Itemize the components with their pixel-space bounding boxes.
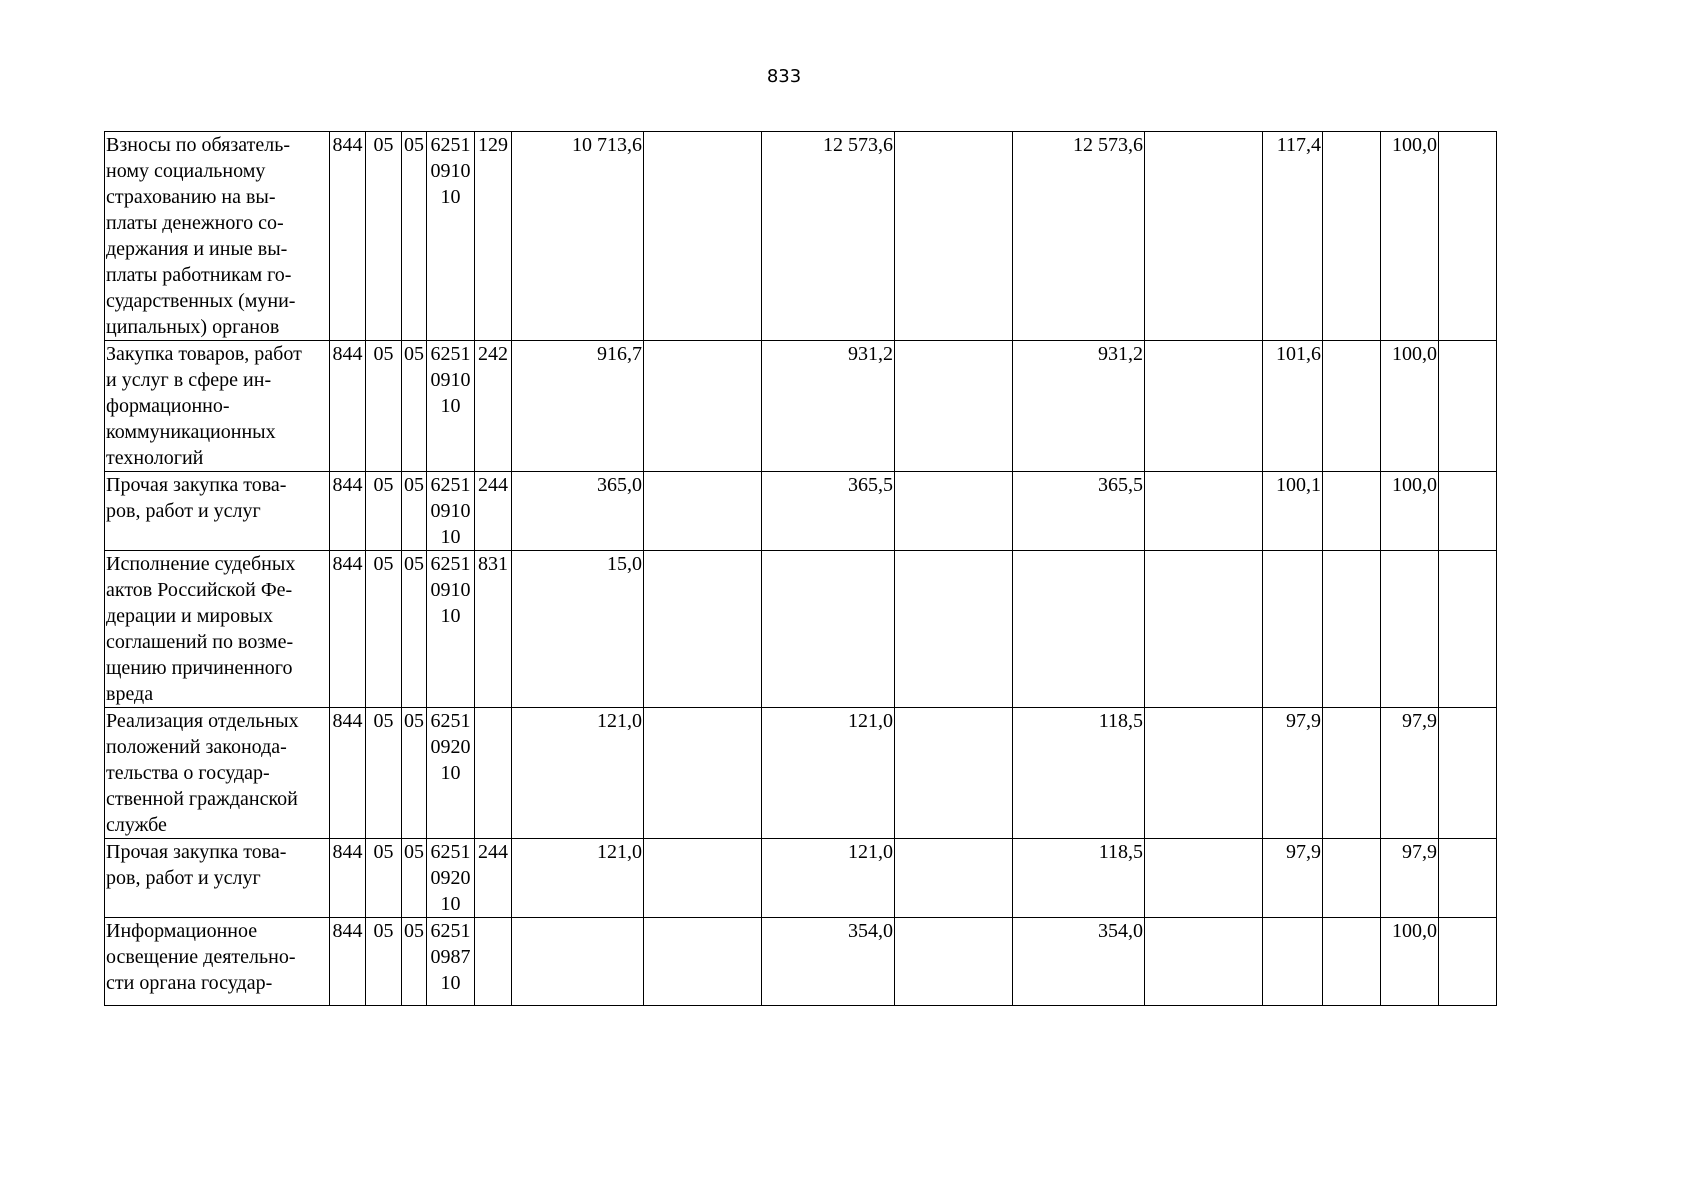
subsection-code: 05 — [402, 551, 427, 708]
empty-cell — [1439, 918, 1497, 1006]
sum-2 — [762, 551, 895, 708]
table-row — [105, 132, 1497, 341]
row-name — [105, 708, 330, 839]
target-article-code — [427, 341, 475, 472]
percent-1: 97,9 — [1263, 708, 1323, 839]
subsection-code: 05 — [402, 341, 427, 472]
percent-2: 100,0 — [1381, 472, 1439, 551]
target-article-code — [427, 708, 475, 839]
expense-type-code — [475, 708, 512, 839]
empty-cell — [1323, 472, 1381, 551]
sum-1: 365,0 — [512, 472, 644, 551]
row-name-line: Прочая закупка това- — [106, 841, 287, 863]
empty-cell — [644, 708, 762, 839]
sum-1: 10 713,6 — [512, 132, 644, 341]
row-name-line: ному социальному — [106, 160, 266, 182]
sum-1: 121,0 — [512, 839, 644, 918]
empty-cell — [644, 132, 762, 341]
table-row — [105, 918, 1497, 1006]
ministry-code: 844 — [330, 918, 366, 1006]
row-name-line: страхованию на вы- — [106, 186, 276, 208]
empty-cell — [895, 341, 1013, 472]
empty-cell — [1323, 341, 1381, 472]
sum-1 — [512, 918, 644, 1006]
ministry-code: 844 — [330, 472, 366, 551]
percent-1 — [1263, 551, 1323, 708]
empty-cell — [895, 708, 1013, 839]
empty-cell — [1145, 341, 1263, 472]
section-code: 05 — [366, 839, 402, 918]
row-name-line: Исполнение судебных — [106, 553, 296, 575]
sum-2: 121,0 — [762, 839, 895, 918]
empty-cell — [1439, 472, 1497, 551]
empty-cell — [1323, 839, 1381, 918]
subsection-code: 05 — [402, 472, 427, 551]
sum-3: 354,0 — [1013, 918, 1145, 1006]
row-name — [105, 132, 330, 341]
row-name — [105, 341, 330, 472]
row-name-line: формационно- — [106, 395, 230, 417]
sum-3: 118,5 — [1013, 839, 1145, 918]
ministry-code: 844 — [330, 551, 366, 708]
table-row — [105, 708, 1497, 839]
row-name-line: актов Российской Фе- — [106, 579, 293, 601]
row-name-line: положений законода- — [106, 736, 287, 758]
empty-cell — [644, 472, 762, 551]
target-article-code-part: 0910 — [430, 369, 471, 391]
row-name — [105, 472, 330, 551]
expense-type-code: 244 — [475, 839, 512, 918]
sum-3: 12 573,6 — [1013, 132, 1145, 341]
ministry-code: 844 — [330, 839, 366, 918]
percent-2: 97,9 — [1381, 708, 1439, 839]
row-name-line: держания и иные вы- — [106, 238, 288, 260]
empty-cell — [1439, 839, 1497, 918]
row-name-line: освещение деятельно- — [106, 946, 296, 968]
expense-type-code: 129 — [475, 132, 512, 341]
sum-1: 916,7 — [512, 341, 644, 472]
sum-2: 121,0 — [762, 708, 895, 839]
empty-cell — [895, 839, 1013, 918]
target-article-code-part: 6251 — [430, 710, 471, 732]
row-name-line: Прочая закупка това- — [106, 474, 287, 496]
target-article-code-part: 0987 — [430, 946, 471, 968]
expense-type-code: 242 — [475, 341, 512, 472]
empty-cell — [1439, 132, 1497, 341]
target-article-code-part: 10 — [440, 395, 461, 417]
empty-cell — [1323, 132, 1381, 341]
section-code: 05 — [366, 551, 402, 708]
row-name-line: тельства о государ- — [106, 762, 270, 784]
target-article-code-part: 6251 — [430, 553, 471, 575]
percent-2 — [1381, 551, 1439, 708]
section-code: 05 — [366, 918, 402, 1006]
empty-cell — [1439, 551, 1497, 708]
target-article-code-part: 0910 — [430, 160, 471, 182]
ministry-code: 844 — [330, 341, 366, 472]
row-name-line: щению причиненного — [106, 657, 293, 679]
sum-2: 365,5 — [762, 472, 895, 551]
table-row — [105, 472, 1497, 551]
row-name — [105, 839, 330, 918]
table-row — [105, 839, 1497, 918]
percent-1: 101,6 — [1263, 341, 1323, 472]
empty-cell — [644, 341, 762, 472]
target-article-code — [427, 472, 475, 551]
row-name — [105, 551, 330, 708]
sum-3: 931,2 — [1013, 341, 1145, 472]
row-name-line: технологий — [106, 447, 204, 469]
empty-cell — [895, 132, 1013, 341]
target-article-code-part: 6251 — [430, 841, 471, 863]
empty-cell — [1323, 708, 1381, 839]
row-name-line: платы работникам го- — [106, 264, 292, 286]
sum-2: 12 573,6 — [762, 132, 895, 341]
row-name-line: соглашений по возме- — [106, 631, 294, 653]
target-article-code-part: 10 — [440, 605, 461, 627]
target-article-code-part: 0920 — [430, 867, 471, 889]
target-article-code-part: 6251 — [430, 343, 471, 365]
row-name-line: ров, работ и услуг — [106, 500, 261, 522]
row-name-line: Реализация отдельных — [106, 710, 299, 732]
target-article-code-part: 10 — [440, 893, 461, 915]
target-article-code — [427, 839, 475, 918]
target-article-code-part: 6251 — [430, 474, 471, 496]
percent-2: 100,0 — [1381, 341, 1439, 472]
row-name-line: и услуг в сфере ин- — [106, 369, 272, 391]
ministry-code: 844 — [330, 708, 366, 839]
target-article-code-part: 6251 — [430, 134, 471, 156]
empty-cell — [644, 551, 762, 708]
section-code: 05 — [366, 708, 402, 839]
row-name-line: Информационное — [106, 920, 258, 942]
target-article-code-part: 10 — [440, 526, 461, 548]
sum-2: 931,2 — [762, 341, 895, 472]
row-name-line: ственной гражданской — [106, 788, 298, 810]
sum-3 — [1013, 551, 1145, 708]
expense-type-code — [475, 918, 512, 1006]
target-article-code-part: 6251 — [430, 920, 471, 942]
empty-cell — [1145, 551, 1263, 708]
empty-cell — [644, 918, 762, 1006]
table-row — [105, 341, 1497, 472]
empty-cell — [1145, 918, 1263, 1006]
sum-2: 354,0 — [762, 918, 895, 1006]
table-row — [105, 551, 1497, 708]
ministry-code: 844 — [330, 132, 366, 341]
empty-cell — [895, 551, 1013, 708]
subsection-code: 05 — [402, 839, 427, 918]
empty-cell — [1145, 839, 1263, 918]
percent-1: 100,1 — [1263, 472, 1323, 551]
percent-2: 100,0 — [1381, 132, 1439, 341]
target-article-code-part: 10 — [440, 762, 461, 784]
budget-table — [104, 131, 1497, 1006]
row-name-line: ров, работ и услуг — [106, 867, 261, 889]
sum-3: 365,5 — [1013, 472, 1145, 551]
target-article-code-part: 0910 — [430, 579, 471, 601]
row-name-line: коммуникационных — [106, 421, 276, 443]
section-code: 05 — [366, 472, 402, 551]
percent-1 — [1263, 918, 1323, 1006]
empty-cell — [1145, 132, 1263, 341]
target-article-code — [427, 551, 475, 708]
row-name-line: Взносы по обязатель- — [106, 134, 290, 156]
subsection-code: 05 — [402, 132, 427, 341]
expense-type-code: 244 — [475, 472, 512, 551]
row-name-line: сти органа государ- — [106, 972, 273, 994]
empty-cell — [895, 472, 1013, 551]
page-number: 833 — [766, 66, 802, 87]
subsection-code: 05 — [402, 708, 427, 839]
empty-cell — [1145, 472, 1263, 551]
row-name-line: платы денежного со- — [106, 212, 284, 234]
row-name-line: дерации и мировых — [106, 605, 273, 627]
row-name-line: вреда — [106, 683, 154, 705]
empty-cell — [644, 839, 762, 918]
empty-cell — [1323, 551, 1381, 708]
empty-cell — [895, 918, 1013, 1006]
empty-cell — [1439, 341, 1497, 472]
row-name — [105, 918, 330, 1006]
empty-cell — [1145, 708, 1263, 839]
row-name-line: сударственных (муни- — [106, 290, 296, 312]
row-name-line: Закупка товаров, работ — [106, 343, 302, 365]
target-article-code-part: 10 — [440, 186, 461, 208]
sum-1: 15,0 — [512, 551, 644, 708]
sum-1: 121,0 — [512, 708, 644, 839]
empty-cell — [1439, 708, 1497, 839]
section-code: 05 — [366, 132, 402, 341]
target-article-code-part: 0910 — [430, 500, 471, 522]
percent-1: 97,9 — [1263, 839, 1323, 918]
row-name-line: службе — [106, 814, 167, 836]
target-article-code-part: 0920 — [430, 736, 471, 758]
subsection-code: 05 — [402, 918, 427, 1006]
expense-type-code: 831 — [475, 551, 512, 708]
row-name-line: ципальных) органов — [106, 316, 280, 338]
percent-2: 97,9 — [1381, 839, 1439, 918]
target-article-code — [427, 132, 475, 341]
empty-cell — [1323, 918, 1381, 1006]
percent-2: 100,0 — [1381, 918, 1439, 1006]
target-article-code — [427, 918, 475, 1006]
percent-1: 117,4 — [1263, 132, 1323, 341]
sum-3: 118,5 — [1013, 708, 1145, 839]
section-code: 05 — [366, 341, 402, 472]
target-article-code-part: 10 — [440, 972, 461, 994]
